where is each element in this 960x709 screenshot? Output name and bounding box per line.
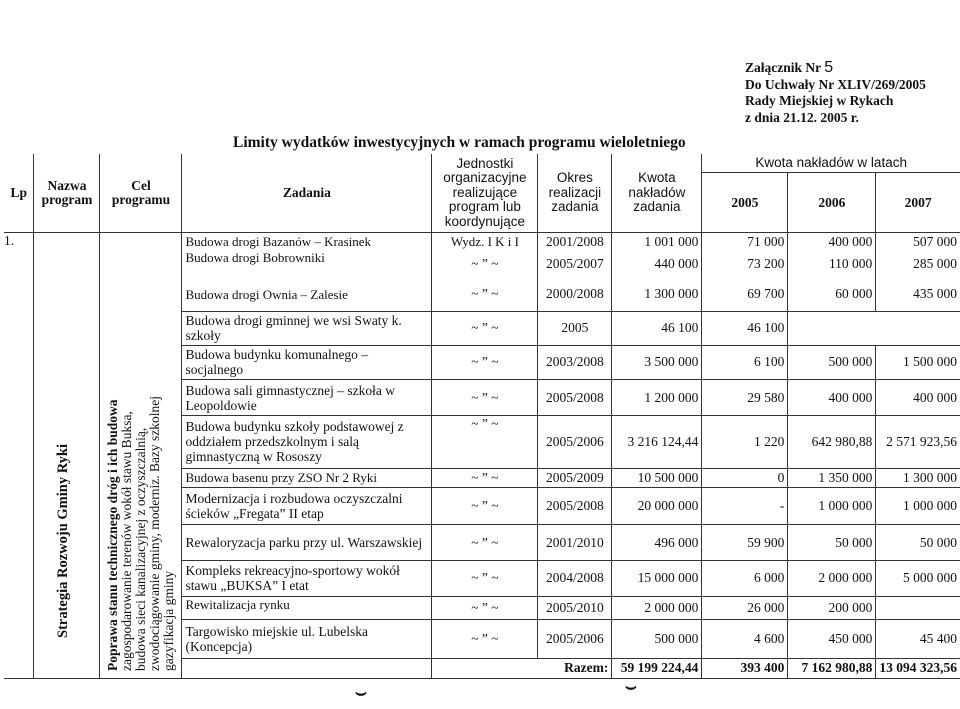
header-okres: Okres realizacji zadania	[538, 154, 612, 233]
document-heading: Limity wydatków inwestycyjnych w ramach programu wieloletniego	[233, 134, 686, 151]
total-2007: 13 094 323,56	[879, 660, 957, 676]
goal-line-1: Poprawa stanu technicznego dróg i ich budowa	[105, 399, 121, 671]
y2007-cell: 50 000	[919, 534, 957, 550]
attachment-header	[745, 60, 955, 126]
task-cell: Budowa drogi gminnej we wsi Swaty k. szkoły	[182, 311, 432, 345]
header-kwota: Kwota nakładów zadania	[612, 154, 702, 233]
period-cell: 2005/2009	[538, 468, 612, 487]
y2005-cell: 73 200	[702, 250, 788, 277]
attachment-line-1: Załącznik Nr 5	[745, 59, 834, 76]
y2006-cell: 1 000 000	[788, 487, 876, 525]
y2005-cell: 4 600	[702, 620, 788, 659]
y2005-cell: 71 000	[702, 233, 788, 251]
scan-mark: ⌣	[355, 682, 367, 702]
amount-cell: 2 000 000	[612, 596, 702, 619]
task-cell: Rewaloryzacja parku przy ul. Warszawskiej	[182, 525, 432, 561]
y2006-cell: 400 000	[788, 380, 876, 416]
task-cell: Budowa drogi Bazanów – Krasinek	[182, 233, 432, 251]
unit-cell: ~ ” ~	[432, 620, 538, 659]
header-2006: 2006	[788, 173, 876, 233]
unit-cell: ~ ” ~	[432, 415, 538, 468]
y2006-cell: 642 980,88	[788, 415, 876, 468]
unit-cell: ~ ” ~	[432, 561, 538, 597]
y2005-cell: -	[702, 487, 788, 525]
goal-line-2: zagospodarowanie terenów wokół stawu Buksa,	[119, 411, 135, 671]
task-cell: Budowa sali gimnastycznej – szkoła w Leopoldowie	[182, 380, 432, 416]
y2005-cell: 6 100	[702, 345, 788, 380]
program-name: Strategia Rozwoju Gminy Ryki	[55, 443, 72, 638]
task-cell: Budowa drogi Bobrowniki	[182, 250, 432, 277]
task-cell: Rewitalizacja rynku	[182, 596, 432, 619]
header-kwota-w-latach: Kwota nakładów w latach	[702, 154, 960, 173]
total-2006: 7 162 980,88	[788, 658, 876, 678]
unit-cell: ~ ” ~	[432, 250, 538, 277]
y2005-cell: 6 000	[702, 561, 788, 597]
period-cell: 2005	[538, 311, 612, 345]
y2005-cell: 59 900	[702, 525, 788, 561]
y2005-cell: 0	[702, 468, 788, 487]
period-cell: 2005/2008	[538, 487, 612, 525]
period-cell: 2005/2008	[538, 380, 612, 416]
y2006-cell: 50 000	[788, 525, 876, 561]
total-amount: 59 199 224,44	[612, 658, 702, 678]
goal-line-5: gazyfikacja gminy	[161, 570, 177, 671]
period-cell: 2004/2008	[538, 561, 612, 597]
unit-cell: ~ ” ~	[432, 278, 538, 312]
amount-cell: 1 001 000	[612, 233, 702, 251]
task-cell: Budowa budynku komunalnego – socjalnego	[182, 345, 432, 380]
period-cell: 2005/2010	[538, 596, 612, 619]
unit-cell: ~ ” ~	[432, 345, 538, 380]
y2006-cell: 450 000	[788, 620, 876, 659]
unit-cell: ~ ” ~	[432, 525, 538, 561]
task-cell: Budowa basenu przy ZSO Nr 2 Ryki	[182, 468, 432, 487]
unit-cell: ~ ” ~	[432, 468, 538, 487]
attachment-line-2: Do Uchwały Nr XLIV/269/2005	[745, 76, 926, 92]
y2006-cell: 1 350 000	[788, 468, 876, 487]
amount-cell: 20 000 000	[612, 487, 702, 525]
y2007-cell: 435 000	[913, 286, 957, 302]
goal-line-3: budowa sieci kanalizacyjnej z oczyszczalnią,	[133, 427, 149, 671]
y2006-cell: 60 000	[788, 278, 876, 312]
header-jednostki: Jednostki organizacyjne realizujące program lub koordynujące	[432, 154, 538, 233]
y2006-cell	[788, 311, 876, 345]
amount-cell: 1 300 000	[612, 278, 702, 312]
task-cell: Budowa budynku szkoły podstawowej z oddziałem przedszkolnym i salą gimnastyczną w Rososzy	[182, 415, 432, 468]
y2006-cell: 500 000	[788, 345, 876, 380]
total-2005: 393 400	[702, 658, 788, 678]
y2007-cell: 5 000 000	[903, 570, 957, 586]
unit-cell: ~ ” ~	[432, 311, 538, 345]
y2007-cell	[876, 596, 960, 619]
y2006-cell: 400 000	[788, 233, 876, 251]
attachment-line-4: z dnia 21.12. 2005 r.	[745, 109, 859, 125]
y2006-cell: 200 000	[788, 596, 876, 619]
goal-line-4: zwodociągowanie gminy, moderniz. Bazy szkolnej	[147, 395, 163, 671]
table-body	[4, 233, 960, 679]
header-2005: 2005	[702, 173, 788, 233]
row-number-cell	[4, 233, 34, 679]
y2006-cell: 2 000 000	[788, 561, 876, 597]
task-cell: Budowa drogi Ownia – Zalesie	[182, 278, 432, 312]
amount-cell: 496 000	[612, 525, 702, 561]
y2007-cell: 2 571 923,56	[886, 433, 957, 449]
amount-cell: 15 000 000	[612, 561, 702, 597]
y2007-cell: 1 000 000	[903, 497, 957, 513]
period-cell: 2000/2008	[538, 278, 612, 312]
amount-cell: 440 000	[612, 250, 702, 277]
amount-cell: 1 200 000	[612, 380, 702, 416]
unit-cell: Wydz. I K i I	[432, 233, 538, 251]
expenditure-table	[4, 154, 960, 679]
unit-cell: ~ ” ~	[432, 596, 538, 619]
y2007-cell: 1 300 000	[903, 469, 957, 485]
total-label: Razem:	[432, 658, 612, 678]
y2005-cell: 26 000	[702, 596, 788, 619]
y2007-cell	[876, 311, 960, 345]
y2007-cell: 400 000	[913, 389, 957, 405]
unit-cell: ~ ” ~	[432, 487, 538, 525]
period-cell: 2001/2008	[538, 233, 612, 251]
amount-cell: 3 216 124,44	[612, 415, 702, 468]
y2007-cell: 1 500 000	[903, 354, 957, 370]
y2005-cell: 1 220	[702, 415, 788, 468]
header-zadania: Zadania	[182, 154, 432, 233]
total-spacer	[182, 658, 432, 678]
scan-mark: ⌣	[625, 676, 637, 696]
amount-cell: 10 500 000	[612, 468, 702, 487]
row-number: 1.	[4, 233, 15, 248]
y2005-cell: 69 700	[702, 278, 788, 312]
period-cell: 2005/2006	[538, 620, 612, 659]
period-cell: 2005/2006	[538, 415, 612, 468]
amount-cell: 46 100	[612, 311, 702, 345]
y2005-cell: 46 100	[702, 311, 788, 345]
header-nazwa: Nazwa program	[34, 154, 100, 233]
period-cell: 2003/2008	[538, 345, 612, 380]
period-cell: 2005/2007	[538, 250, 612, 277]
period-cell: 2001/2010	[538, 525, 612, 561]
header-2007: 2007	[904, 194, 932, 210]
unit-cell: ~ ” ~	[432, 380, 538, 416]
task-cell: Modernizacja i rozbudowa oczyszczalni ścieków „Fregata” II etap	[182, 487, 432, 525]
attachment-line-3: Rady Miejskiej w Rykach	[745, 93, 894, 108]
amount-cell: 500 000	[612, 620, 702, 659]
header-cel: Cel programu	[100, 154, 182, 233]
y2007-cell: 507 000	[913, 233, 957, 249]
attachment-number: 5	[824, 59, 834, 76]
header-lp: Lp	[4, 154, 34, 233]
program-goal-cell	[100, 233, 182, 679]
y2007-cell: 285 000	[913, 256, 957, 272]
task-cell: Targowisko miejskie ul. Lubelska (Koncepcja)	[182, 620, 432, 659]
y2006-cell: 110 000	[788, 250, 876, 277]
y2005-cell: 29 580	[702, 380, 788, 416]
amount-cell: 3 500 000	[612, 345, 702, 380]
task-cell: Kompleks rekreacyjno-sportowy wokół stawu „BUKSA” I etat	[182, 561, 432, 597]
y2007-cell: 45 400	[919, 630, 957, 646]
table-row	[4, 233, 960, 251]
program-name-cell	[34, 233, 100, 679]
